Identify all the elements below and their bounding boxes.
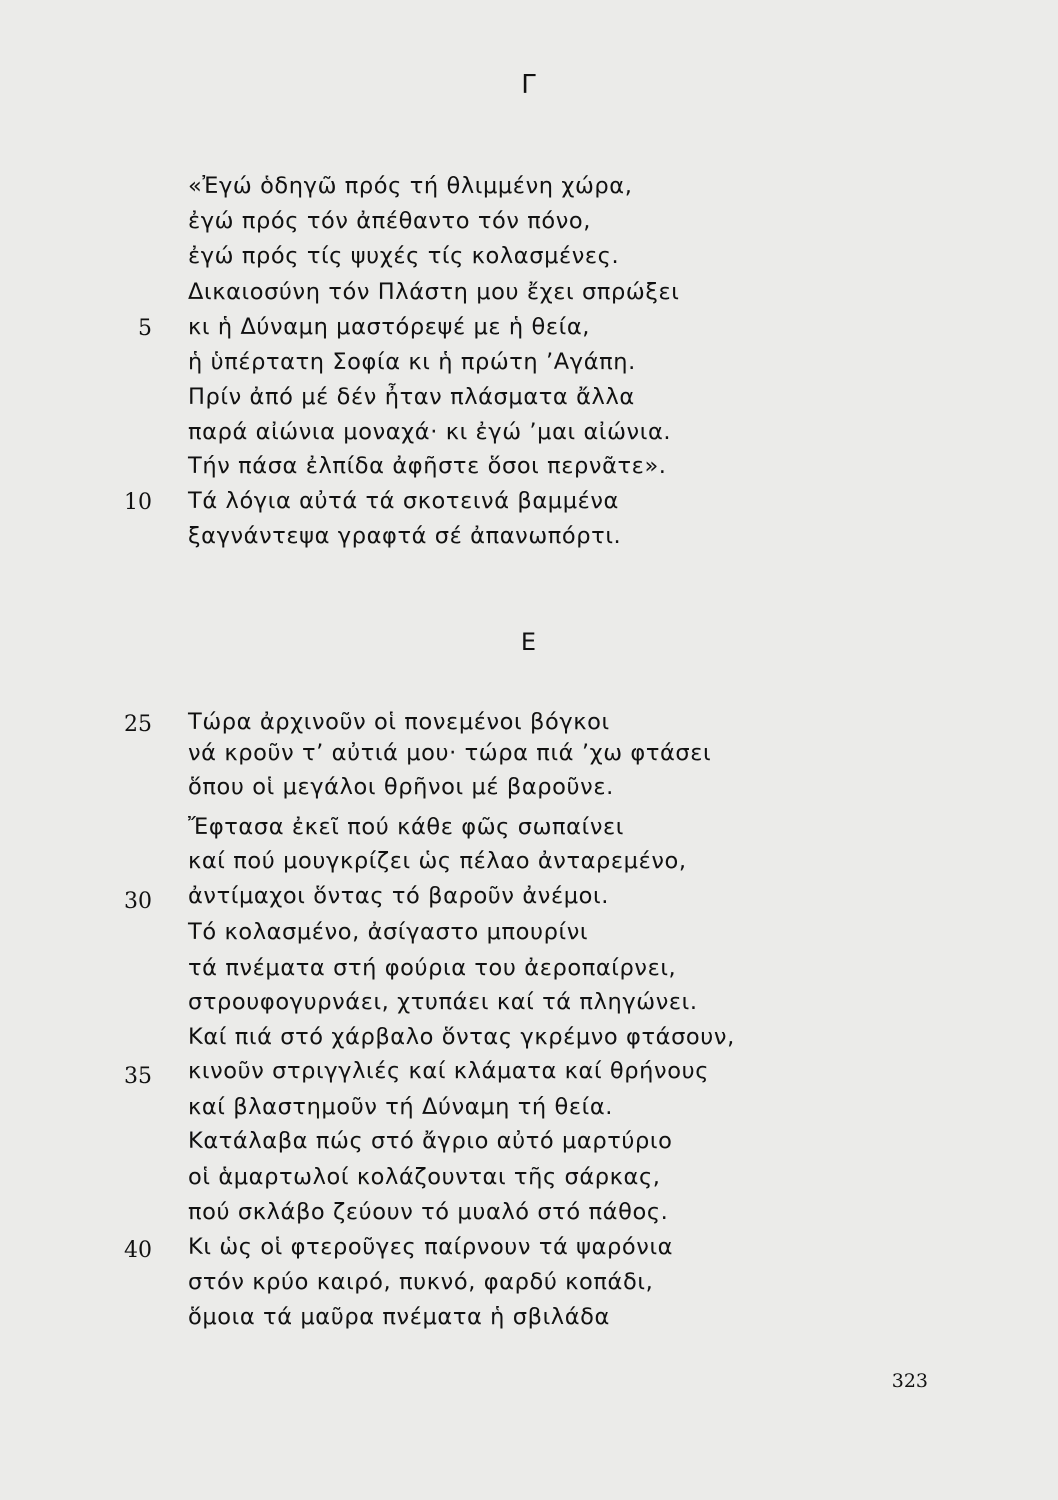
section-heading-epsilon: Ε [520,628,538,656]
verse-line: Τώρα ἀρχινοῦν οἱ πονεμένοι βόγκοι [188,709,610,735]
line-number: 25 [124,712,152,737]
verse-line: κι ἡ Δύναμη μαστόρεψέ με ἡ θεία, [188,314,591,340]
verse-line: Τήν πάσα ἐλπίδα ἀφῆστε ὅσοι περνᾶτε». [188,453,667,479]
verse-line: Τά λόγια αὐτά τά σκοτεινά βαμμένα [188,488,619,514]
verse-line: καί βλαστημοῦν τή Δύναμη τή θεία. [188,1094,614,1120]
verse-line: Κι ὡς οἱ φτεροῦγες παίρνουν τά ψαρόνια [188,1234,674,1260]
verse-line: ἀντίμαχοι ὅντας τό βαροῦν ἀνέμοι. [188,883,609,909]
line-number: 5 [138,316,152,341]
verse-line: ξαγνάντεψα γραφτά σέ ἀπανωπόρτι. [188,523,622,549]
verse-line: στόν κρύο καιρό, πυκνό, φαρδύ κοπάδι, [188,1269,654,1295]
line-number: 10 [124,490,152,515]
verse-line: κινοῦν στριγγλιές καί κλάματα καί θρήνους [188,1058,709,1084]
verse-line: «Ἐγώ ὁδηγῶ πρός τή θλιμμένη χώρα, [188,173,633,199]
verse-line: ἐγώ πρός τίς ψυχές τίς κολασμένες. [188,243,620,269]
verse-line: ἡ ὑπέρτατη Σοφία κι ἡ πρώτη ’Αγάπη. [188,349,636,375]
verse-line: Ἔφτασα ἐκεῖ πού κάθε φῶς σωπαίνει [188,814,624,840]
verse-line: στρουφογυρνάει, χτυπάει καί τά πληγώνει. [188,989,698,1015]
verse-line: Δικαιοσύνη τόν Πλάστη μου ἔχει σπρώξει [188,279,680,305]
verse-line: οἱ ἁμαρτωλοί κολάζουνται τῆς σάρκας, [188,1164,661,1190]
line-number: 30 [124,889,152,914]
verse-line: ὅμοια τά μαῦρα πνέματα ἡ σβιλάδα [188,1304,610,1330]
verse-line: Καί πιά στό χάρβαλο ὅντας γκρέμνο φτάσουν, [188,1024,735,1050]
verse-line: Τό κολασμένο, ἀσίγαστο μπουρίνι [188,919,589,945]
page-number: 323 [891,1370,928,1392]
section-heading-gamma: Γ [521,70,537,100]
verse-line: ὅπου οἱ μεγάλοι θρῆνοι μέ βαροῦνε. [188,774,614,800]
verse-line: πού σκλάβο ζεύουν τό μυαλό στό πάθος. [188,1199,669,1225]
verse-line: Κατάλαβα πώς στό ἄγριο αὐτό μαρτύριο [188,1128,673,1154]
verse-line: Πρίν ἀπό μέ δέν ἦταν πλάσματα ἄλλα [188,384,635,410]
verse-line: παρά αἰώνια μοναχά· κι ἐγώ ’μαι αἰώνια. [188,419,672,445]
verse-line: ἐγώ πρός τόν ἀπέθαντο τόν πόνο, [188,208,592,234]
line-number: 40 [124,1238,152,1263]
line-number: 35 [124,1064,152,1089]
verse-line: νά κροῦν τ’ αὐτιά μου· τώρα πιά ’χω φτάσει [188,740,712,766]
verse-line: καί πού μουγκρίζει ὡς πέλαο ἀνταρεμένο, [188,848,687,874]
verse-line: τά πνέματα στή φούρια του ἀεροπαίρνει, [188,955,677,981]
